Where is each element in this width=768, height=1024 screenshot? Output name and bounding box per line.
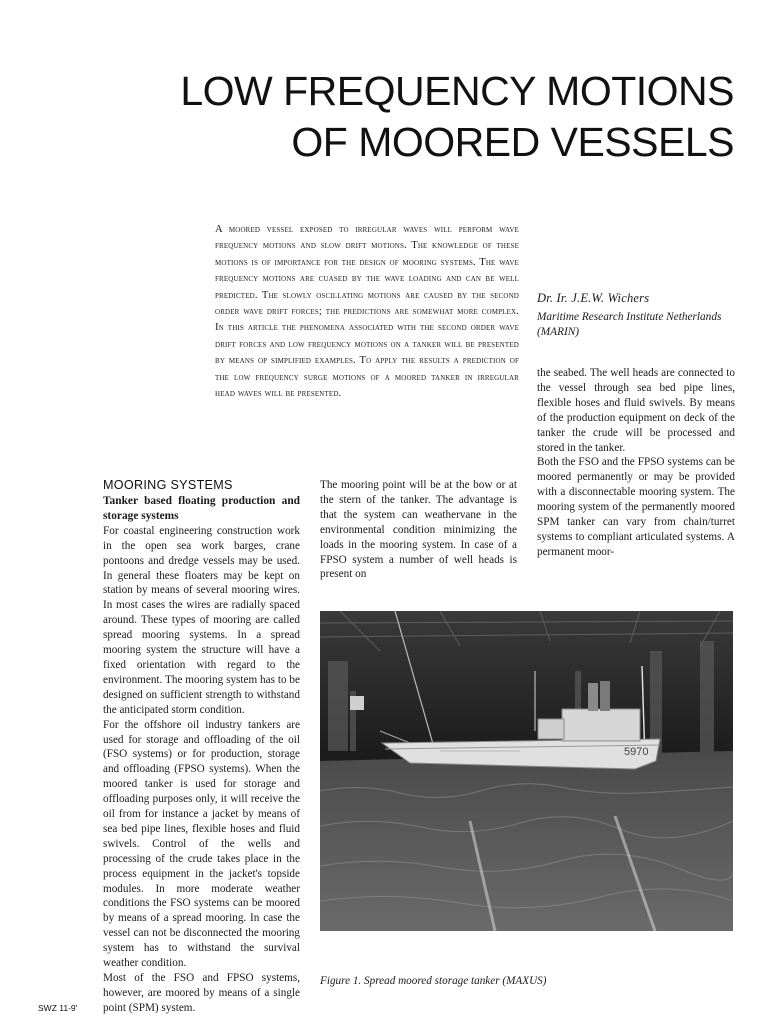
abstract: A moored vessel exposed to irregular waves will perform wave frequency motions and slow drift motions. The knowledge of these motions is of importance for the design of mooring systems. The wave frequency motions are cuased by the wave loading and can be well predicted. The slowly oscillating motions are caused by the second order wave drift forces; the predictions are somewhat more complex. In this article the phenomena associated with the second order wave drift forces and low frequency motions on a tanker will be presented by means op simplified examples. To apply the results a prediction of the low frequency surge motions of a moored tanker in irregular head waves will be presented. <box>215 224 519 400</box>
title-line-1: LOW FREQUENCY MOTIONS <box>180 68 734 114</box>
paragraph: the seabed. The well heads are connected to the vessel through sea bed pipe lines, flexible hoses and fluid swivels. By means of the production equipment on deck of the tanker the crude will be processed and stored in the tanker. <box>537 367 735 454</box>
section-subheading: Tanker based floating production and storage systems <box>103 495 300 522</box>
page-folio: SWZ 11-9' <box>38 1003 78 1013</box>
paragraph: Most of the FSO and FPSO systems, however, are moored by means of a single point (SPM) system. <box>103 972 300 1014</box>
section-heading: MOORING SYSTEMS <box>103 478 233 492</box>
paragraph: Both the FSO and the FPSO systems can be moored permanently or may be provided with a disconnectable mooring system. The mooring system of the permanently moored SPM tanker can vary from chain/turret systems to compliant articulated systems. A permanent moor- <box>537 456 735 558</box>
figure-caption: Figure 1. Spread moored storage tanker (MAXUS) <box>320 975 547 987</box>
tanker-photo-illustration <box>320 611 733 931</box>
wall-sign <box>350 696 364 710</box>
paragraph: The mooring point will be at the bow or at the stern of the tanker. The advantage is that the system can weathervane in the environmental condition minimizing the loads in the mooring system. In case of a FPSO system a number of well heads is present on <box>320 479 517 581</box>
paragraph: For the offshore oil industry tankers are used for storage and offloading of the oil (FSO systems) or for production, storage and offloading (FPSO systems). When the moored tanker is used for storage and offloading purposes only, it will receive the oil from for instance a jacket by means of sea bed pipe lines, flexible hoses and fluid swivels. Control of the wells and processing of the crude takes place in the process equipment in the jacket's topside modules. In more moderate weather conditions the FSO systems can be moored by means of a spread mooring. In case the vessel can not be disconnected the mooring system has to withstand the survival weather condition. <box>103 718 300 970</box>
author-affiliation: Maritime Research Institute Netherlands (MARIN) <box>537 311 722 338</box>
figure-photo <box>320 611 733 931</box>
body-column-1 <box>103 478 300 1016</box>
title-line-2: OF MOORED VESSELS <box>291 119 734 165</box>
water-surface <box>320 751 733 931</box>
author-block <box>537 291 747 340</box>
body-column-2 <box>320 478 517 582</box>
paragraph: For coastal engineering construction work in the open sea work barges, crane pontoons and dredge vessels may be used. In general these floaters may be kept on station by means of several mooring wires. In most cases the wires are radially spaced around. These types of mooring are called spread mooring systems. In a spread mooring system the structure will have a fixed orientation with regard to the environment. The mooring system has to be designed on sufficient strength to withstand the anticipated storm condition. <box>103 524 300 716</box>
author-name: Dr. Ir. J.E.W. Wichers <box>537 291 650 305</box>
hull-number: 5970 <box>624 746 649 758</box>
article-title <box>94 66 734 168</box>
body-column-3 <box>537 366 735 560</box>
